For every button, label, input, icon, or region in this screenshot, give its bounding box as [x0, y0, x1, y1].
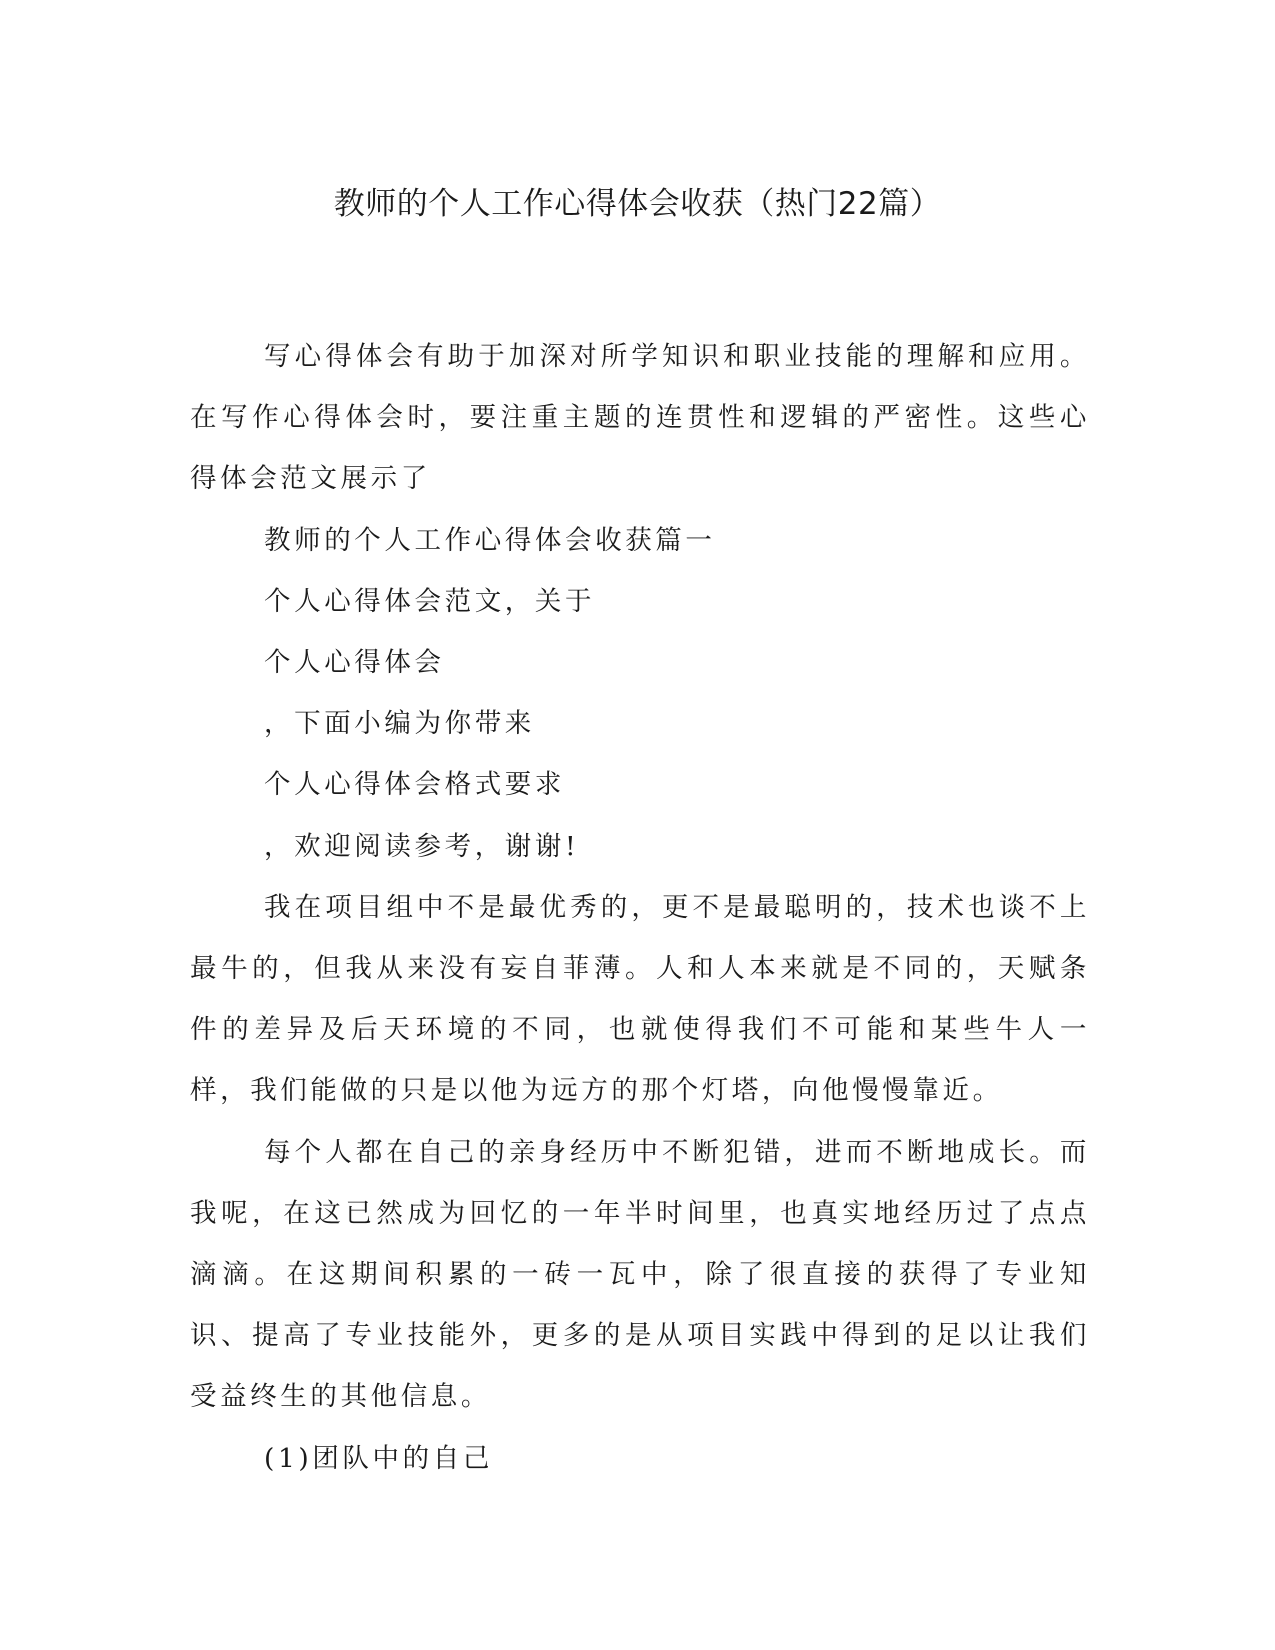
body-line: 个人心得体会格式要求 [264, 769, 565, 801]
body-line: ，欢迎阅读参考，谢谢! [264, 830, 580, 862]
subsection-heading: (1)团队中的自己 [264, 1442, 493, 1474]
document-body [190, 326, 1090, 1489]
section-heading-1: 教师的个人工作心得体会收获篇一 [264, 524, 716, 556]
body-line: ，下面小编为你带来 [264, 708, 535, 740]
body-paragraph: 每个人都在自己的亲身经历中不断犯错，进而不断地成长。而我呢，在这已然成为回忆的一年半时间里，也真实地经历过了点点滴滴。在这期间积累的一砖一瓦中，除了很直接的获得了专业知识、提高了专业技能外，更多的是从项目实践中得到的足以让我们受益终生的其他信息。 [190, 1136, 1090, 1413]
body-paragraph: 我在项目组中不是最优秀的，更不是最聪明的，技术也谈不上最牛的，但我从来没有妄自菲薄。人和人本来就是不同的，天赋条件的差异及后天环境的不同，也就使得我们不可能和某些牛人一样，我们能做的只是以他为远方的那个灯塔，向他慢慢靠近。 [190, 891, 1090, 1107]
intro-paragraph: 写心得体会有助于加深对所学知识和职业技能的理解和应用。在写作心得体会时，要注重主题的连贯性和逻辑的严密性。这些心得体会范文展示了 [190, 341, 1090, 495]
document-title: 教师的个人工作心得体会收获（热门22篇） [333, 186, 942, 222]
body-line: 个人心得体会范文，关于 [264, 585, 596, 617]
body-line: 个人心得体会 [264, 647, 445, 679]
